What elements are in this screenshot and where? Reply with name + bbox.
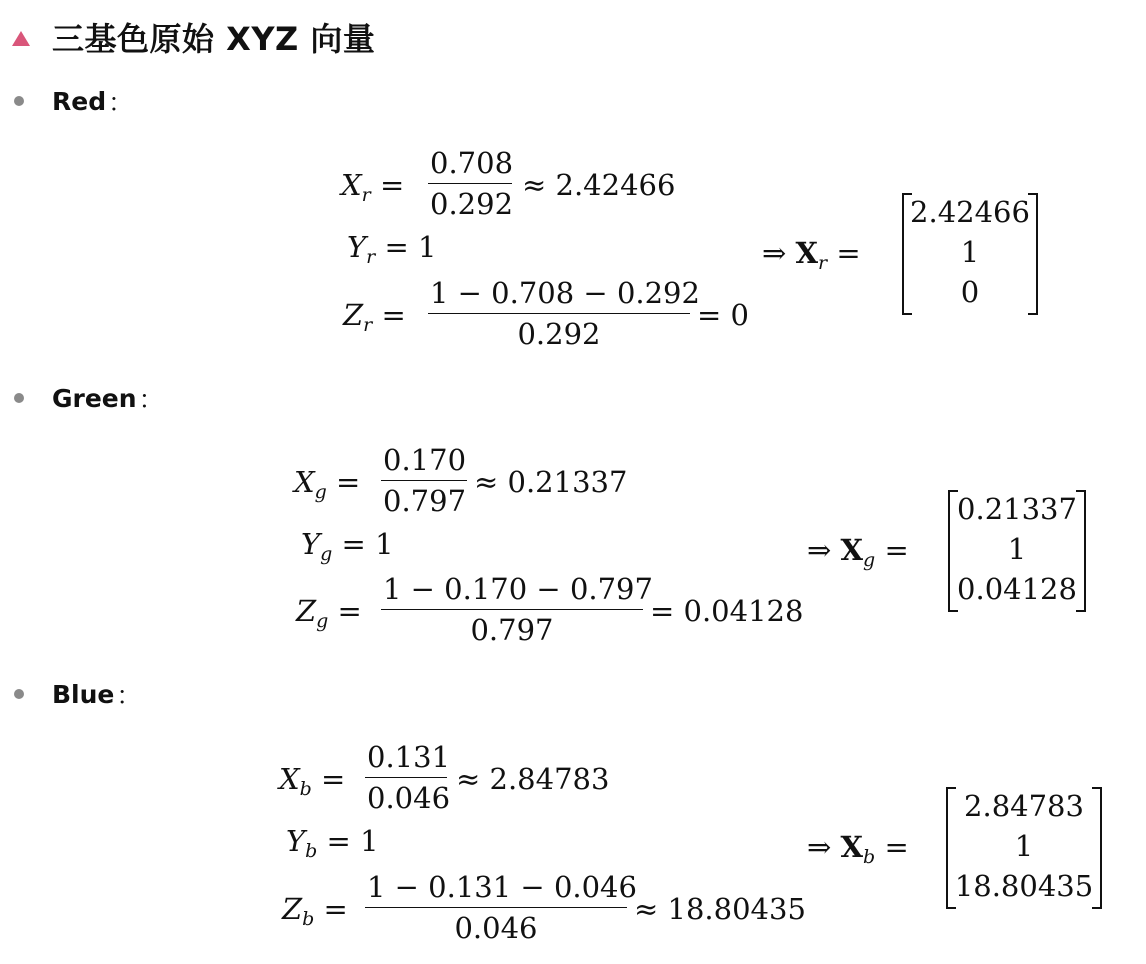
fraction-x: 0.170 0.797 [383,443,467,518]
result-x: ≈ 0.21337 [474,465,628,499]
bullet-label: Red [52,86,107,116]
vector-cell: 18.80435 [954,869,1094,903]
result-z: = 0.04128 [650,594,804,628]
colon: ： [108,88,134,117]
colon: ： [138,385,164,414]
equation-y: $Y_g = 1$ [301,527,394,565]
triangle-bullet-icon [12,31,30,46]
result-z: = 0 [697,298,749,332]
equation-x: $X_r$ = [341,168,405,206]
equation-z: $Z_b$ = [282,892,348,930]
fraction-x: 0.131 0.046 [367,740,451,815]
section-heading [12,14,375,60]
fraction-z: 1 − 0.708 − 0.292 0.292 [430,276,700,351]
bullet-label: Green [52,383,137,413]
vector-matrix [948,490,1086,612]
equation-y: $Y_r = 1$ [347,230,437,268]
vector-cell: 1 [1014,829,1034,863]
equation-z: $Z_r$ = [343,298,406,336]
vector-cell: 2.84783 [964,789,1084,823]
colon: ： [116,681,142,710]
vector-cell: 0.21337 [957,492,1077,526]
implies-x-vector: ⇒ $X_b$ = [807,830,909,868]
result-x: ≈ 2.84783 [456,762,610,796]
heading-title: 三基色原始 XYZ 向量 [52,20,376,58]
bullet-dot-icon [14,96,24,106]
equation-z: $Z_g$ = [296,594,362,632]
vector-matrix [902,193,1038,315]
implies-x-vector: ⇒ $X_r$ = [762,236,861,274]
equation-y: $Y_b = 1$ [286,824,379,862]
fraction-z: 1 − 0.131 − 0.046 0.046 [367,870,637,945]
bullet-item-blue [14,677,141,711]
equation-x: $X_b$ = [279,762,346,800]
vector-matrix [946,787,1102,909]
bullet-item-green [14,381,164,415]
bullet-dot-icon [14,689,24,699]
vector-cell: 1 [960,235,980,269]
bullet-label: Blue [52,679,115,709]
result-x: ≈ 2.42466 [522,168,676,202]
vector-cell: 0 [960,275,980,309]
fraction-z: 1 − 0.170 − 0.797 0.797 [383,572,653,647]
fraction-x: 0.708 0.292 [430,146,514,221]
vector-cell: 2.42466 [910,195,1030,229]
vector-cell: 1 [1007,532,1027,566]
result-z: ≈ 18.80435 [634,892,806,926]
vector-cell: 0.04128 [957,572,1077,606]
bullet-item-red [14,84,133,118]
equation-x: $X_g$ = [294,465,361,503]
implies-x-vector: ⇒ $X_g$ = [807,533,909,571]
bullet-dot-icon [14,393,24,403]
